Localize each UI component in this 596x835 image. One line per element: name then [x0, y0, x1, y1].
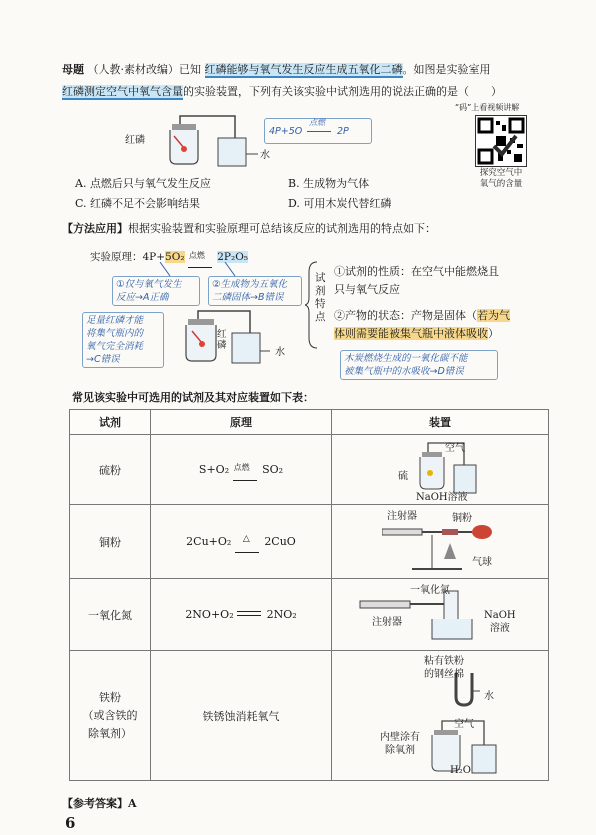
iron-reagent-1: 铁粉 [99, 690, 121, 704]
note-4-line-1: 木炭燃烧生成的一氧化碳不能 [344, 353, 468, 364]
no-label-naoh-2: 溶液 [489, 623, 510, 634]
iron-label-steel-2: 的钢丝棉 [424, 669, 464, 680]
note-3-line-1: 足量红磷才能 [86, 315, 144, 326]
equation-condition: 点燃 [309, 118, 325, 127]
eq-no-sign [237, 610, 263, 618]
table-row [70, 651, 549, 781]
option-a[interactable]: A. 点燃后只与氧气发生反应 [75, 177, 211, 190]
feature-1-line-2: 只与氧气反应 [334, 283, 400, 296]
brace-label: 试剂特点 [315, 272, 326, 323]
apparatus-label-water: 水 [260, 150, 270, 161]
eq-sulfur-cond: 点燃 [233, 463, 250, 472]
principle-o2: 5O₂ [165, 251, 185, 263]
page-number: 6 [65, 814, 76, 832]
apparatus-label-p: 红磷 [125, 135, 145, 146]
row-reagent-no: 一氧化氮 [70, 579, 151, 651]
row-apparatus-no [332, 579, 549, 651]
question-highlight-2: 红磷测定空气中氧气含量 [62, 85, 183, 98]
eq-sulfur-right: SO₂ [262, 463, 284, 476]
row-reagent-copper: 铜粉 [70, 505, 151, 579]
method-intro: 根据实验装置和实验原理可总结该反应的试剂选用的特点如下： [128, 222, 436, 235]
row-principle-sulfur [151, 435, 332, 505]
qr-caption-line-1: 探究空气中 [479, 168, 523, 178]
sulfur-label-air: 空气 [445, 443, 465, 454]
question-line-2 [62, 84, 502, 99]
iron-reagent-2: （或含铁的 [82, 708, 138, 722]
iron-label-air: 空气 [454, 719, 474, 730]
principle-label: 实验原理：4P+ [90, 251, 166, 263]
copper-label-cu: 铜粉 [452, 513, 472, 524]
iron-label-h2o: H₂O [450, 765, 471, 776]
method-label-p-1: 红 [217, 329, 227, 340]
eq-copper-left: 2Cu+O₂ [186, 535, 232, 548]
note-1-line-1: ①仅与氧气发生 [116, 279, 182, 290]
feature-1-line-1: ①试剂的性质：在空气中能燃烧且 [334, 265, 499, 278]
question-highlight-1: 红磷能够与氧气发生反应生成五氧化二磷 [204, 63, 403, 76]
sulfur-label-naoh: NaOH溶液 [416, 492, 468, 503]
method-label-p-2: 磷 [217, 340, 227, 351]
principle-product: 2P₂O₅ [217, 251, 249, 263]
reagent-table [69, 409, 549, 781]
iron-label-coated-2: 除氧剂 [385, 745, 415, 756]
iron-label-steel [424, 655, 464, 681]
method-label-p [217, 329, 227, 351]
row-apparatus-sulfur [332, 435, 549, 505]
no-label-naoh-1: NaOH [484, 610, 516, 621]
table-header-apparatus: 装置 [332, 410, 549, 435]
no-label-syringe: 注射器 [372, 617, 402, 628]
qr-caption-line-2: 氧气的含量 [479, 179, 523, 189]
equation-right: 2P [337, 126, 349, 137]
note-2-line-1: ②生成物为五氧化 [212, 279, 288, 290]
eq-no-left: 2NO+O₂ [185, 608, 234, 621]
note-1-line-2: 反应→A正确 [116, 292, 169, 303]
option-d[interactable]: D. 可用木炭代替红磷 [288, 197, 392, 210]
method-apparatus [170, 305, 290, 367]
feature-2-line-2-end: ） [488, 327, 499, 340]
row-apparatus-copper [332, 505, 549, 579]
note-3-line-4: →C错误 [86, 354, 120, 365]
no-label-naoh [484, 609, 516, 635]
iron-reagent-3: 除氧剂） [88, 726, 132, 740]
question-line-1 [62, 62, 491, 77]
copper-label-balloon: 气球 [472, 557, 492, 568]
note-3-line-2: 将集气瓶内的 [86, 328, 144, 339]
table-row [70, 505, 549, 579]
row-principle-no [151, 579, 332, 651]
method-heading: 【方法应用】 [62, 222, 128, 235]
table-row [70, 435, 549, 505]
equation-note-box [264, 118, 372, 144]
option-b[interactable]: B. 生成物为气体 [288, 177, 370, 190]
feature-2-text: ②产物的状态：产物是固体（ [334, 309, 477, 322]
feature-1 [334, 264, 499, 297]
note-2-line-2: 二磷固体→B错误 [212, 292, 284, 303]
table-header-principle: 原理 [151, 410, 332, 435]
iron-label-coated [380, 731, 420, 757]
equation-arrow [307, 131, 331, 132]
row-principle-iron: 铁锈蚀消耗氧气 [151, 651, 332, 781]
eq-sulfur-left: S+O₂ [198, 463, 230, 476]
method-heading-line [62, 221, 436, 236]
method-label-water: 水 [275, 347, 285, 358]
row-reagent-iron [70, 651, 151, 781]
eq-no-right: 2NO₂ [266, 608, 297, 621]
eq-copper-cond: △ [242, 534, 250, 544]
table-header-row [70, 410, 549, 435]
iron-label-water: 水 [484, 691, 494, 702]
question-source: （人教·素材改编）已知 [87, 63, 201, 76]
feature-2-line-2-hl: 体则需要能被集气瓶中液体吸收 [334, 327, 488, 340]
qr-code-icon[interactable] [475, 115, 527, 167]
feature-2 [334, 308, 510, 341]
iron-label-steel-1: 粘有铁粉 [424, 656, 464, 667]
principle-condition: 点燃 [188, 251, 205, 260]
question-rest-2: 的实验装置，下列有关该实验中试剂选用的说法正确的是（ ） [183, 85, 502, 98]
note-1 [112, 276, 200, 306]
table-header-reagent: 试剂 [70, 410, 151, 435]
question-rest-1: 。如图是实验室用 [402, 63, 491, 76]
table-title: 常见该实验中可选用的试剂及其对应装置如下表： [72, 391, 314, 404]
note-3 [82, 312, 164, 368]
question-label: 母题 [62, 63, 84, 76]
table-row [70, 579, 549, 651]
feature-2-line-2 [334, 326, 510, 341]
answer-line [62, 796, 137, 811]
no-label-no: 一氧化氮 [410, 585, 450, 596]
note-4 [340, 350, 498, 380]
sulfur-label-s: 硫 [398, 471, 408, 482]
answer-label: 【参考答案】 [62, 797, 128, 810]
note-3-line-3: 氧气完全消耗 [86, 341, 144, 352]
row-principle-copper [151, 505, 332, 579]
note-4-line-2: 被集气瓶中的水吸收→D错误 [344, 366, 464, 377]
answer-value: A [128, 797, 137, 810]
equation-left: 4P+5O [269, 126, 303, 137]
qr-caption-top: “码”上看视频讲解 [455, 103, 520, 112]
note-2 [208, 276, 302, 306]
option-c[interactable]: C. 红磷不足不会影响结果 [75, 197, 201, 210]
feature-2-hl: 若为气 [477, 309, 510, 322]
feature-2-line-1 [334, 308, 510, 323]
row-apparatus-iron [332, 651, 549, 781]
eq-copper-right: 2CuO [264, 535, 296, 548]
note-arrows [140, 258, 260, 278]
iron-label-coated-1: 内壁涂有 [380, 732, 420, 743]
red-phosphorus-apparatus [150, 108, 270, 170]
row-reagent-sulfur: 硫粉 [70, 435, 151, 505]
qr-caption [478, 168, 524, 190]
copper-label-syringe: 注射器 [387, 511, 417, 522]
